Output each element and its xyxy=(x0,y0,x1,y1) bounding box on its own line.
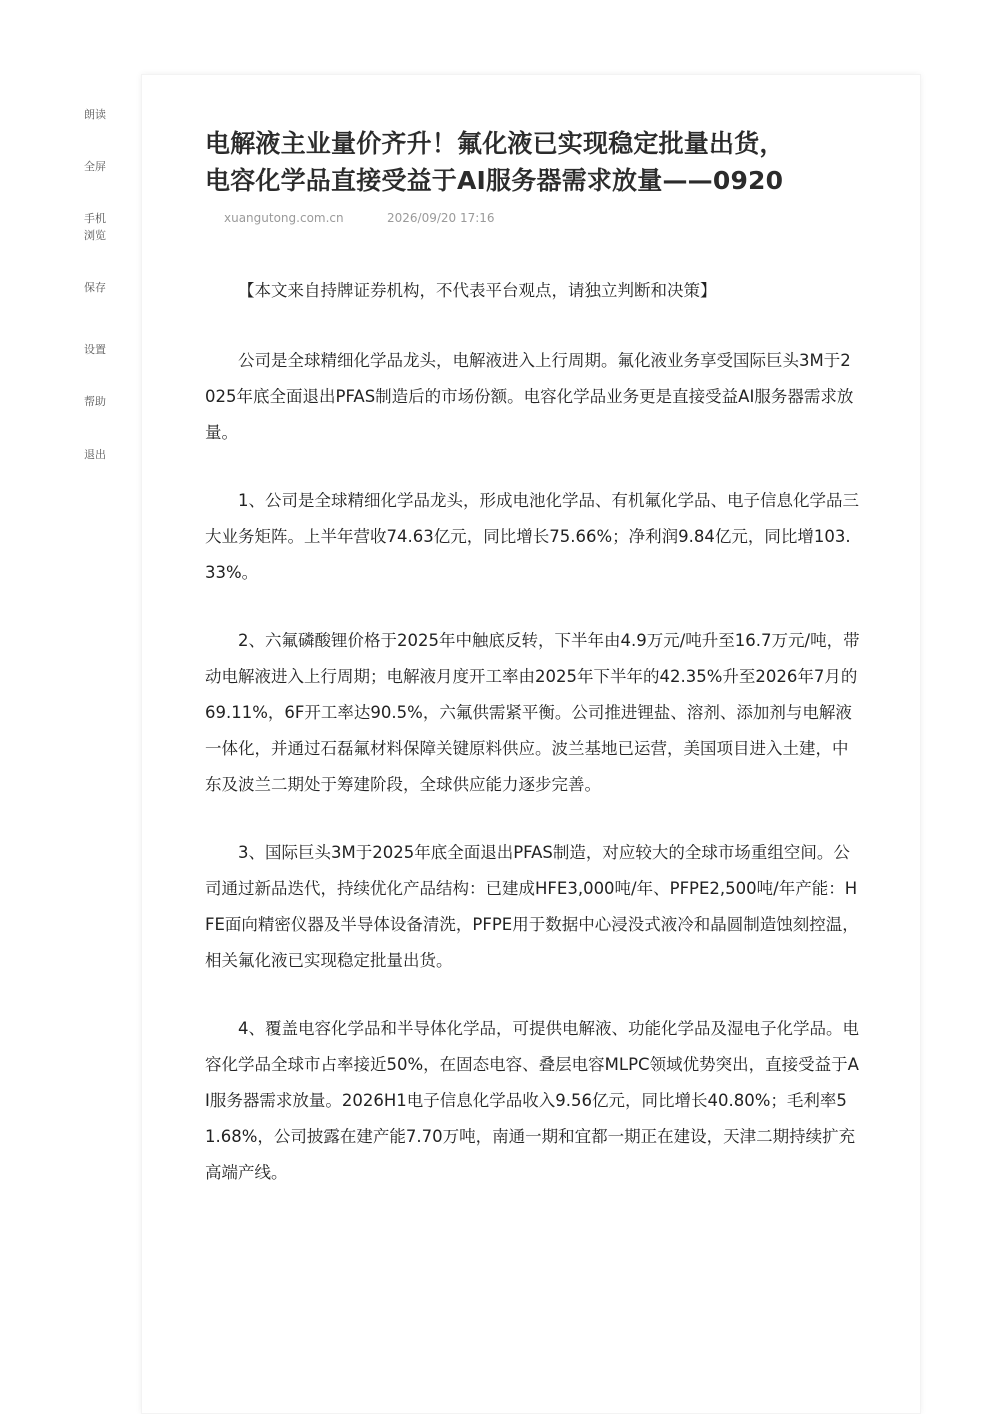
mobile-view-label-line1: 手机 xyxy=(84,212,106,225)
article-meta xyxy=(224,211,495,225)
article-body xyxy=(205,273,860,1223)
article-title-line-1: 电解液主业量价齐升！氟化液已实现稳定批量出货， xyxy=(205,129,785,158)
article-paragraph-3: 3、国际巨头3M于2025年底全面退出PFAS制造，对应较大的全球市场重组空间。公司通过新品迭代，持续优化产品结构：已建成HFE3,000吨/年、PFPE2,500吨/年产能：HFE面向精密仪器及半导体设备清洗，PFPE用于数据中心浸没式液冷和晶圆制造蚀刻控温，相关氟化液已实现稳定批量出货。 xyxy=(205,843,859,970)
read-aloud-button[interactable]: 朗读 xyxy=(84,108,106,121)
article-title-line-2: 电容化学品直接受益于AI服务器需求放量——0920 xyxy=(205,166,784,195)
exit-button[interactable]: 退出 xyxy=(84,448,106,461)
mobile-view-label-line2: 浏览 xyxy=(84,229,106,242)
article-paragraph-intro: 公司是全球精细化学品龙头，电解液进入上行周期。氟化液业务享受国际巨头3M于2025年底全面退出PFAS制造后的市场份额。电容化学品业务更是直接受益AI服务器需求放量。 xyxy=(205,351,854,442)
settings-button[interactable]: 设置 xyxy=(84,343,106,356)
help-button[interactable]: 帮助 xyxy=(84,395,106,408)
article-paragraph-1: 1、公司是全球精细化学品龙头，形成电池化学品、有机氟化学品、电子信息化学品三大业务矩阵。上半年营收74.63亿元，同比增长75.66%；净利润9.84亿元，同比增103.33%。 xyxy=(205,491,859,582)
article-card xyxy=(141,74,921,1414)
mobile-view-button[interactable] xyxy=(60,210,130,244)
article-paragraph-2: 2、六氟磷酸锂价格于2025年中触底反转，下半年由4.9万元/吨升至16.7万元/吨，带动电解液进入上行周期；电解液月度开工率由2025年下半年的42.35%升至2026年7月的69.11%，6F开工率达90.5%，六氟供需紧平衡。公司推进锂盐、溶剂、添加剂与电解液一体化，并通过石磊氟材料保障关键原料供应。波兰基地已运营，美国项目进入土建，中东及波兰二期处于筹建阶段，全球供应能力逐步完善。 xyxy=(205,631,860,794)
article-title xyxy=(205,125,865,199)
save-button[interactable]: 保存 xyxy=(84,281,106,294)
article-source: xuangutong.com.cn xyxy=(224,211,344,225)
fullscreen-button[interactable]: 全屏 xyxy=(84,160,106,173)
article-datetime: 2026/09/20 17:16 xyxy=(387,211,495,225)
article-disclaimer: 【本文来自持牌证券机构，不代表平台观点，请独立判断和决策】 xyxy=(238,281,717,300)
article-paragraph-4: 4、覆盖电容化学品和半导体化学品，可提供电解液、功能化学品及湿电子化学品。电容化学品全球市占率接近50%，在固态电容、叠层电容MLPC领域优势突出，直接受益于AI服务器需求放量。2026H1电子信息化学品收入9.56亿元，同比增长40.80%；毛利率51.68%，公司披露在建产能7.70万吨，南通一期和宜都一期正在建设，天津二期持续扩充高端产线。 xyxy=(205,1019,859,1182)
